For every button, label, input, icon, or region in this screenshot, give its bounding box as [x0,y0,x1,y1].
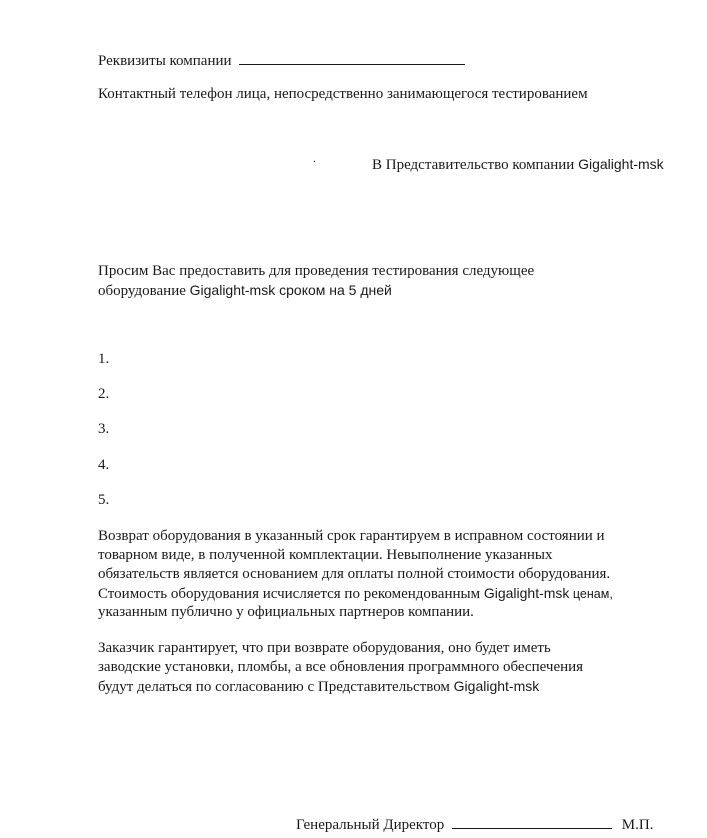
return-line-4 [98,584,613,604]
list-item: 4. [98,457,110,473]
requisites-line [98,50,465,71]
request-line-2 [98,281,392,301]
guarantee-line-1: Заказчик гарантирует, что при возврате оборудования, оно будет иметь [98,640,551,656]
guarantee-line-3-prefix: будут делаться по согласованию с Представительством [98,679,454,695]
guarantee-line-2: заводские установки, пломбы, а все обновления программного обеспечения [98,659,584,675]
signature-title: Генеральный Директор [296,817,445,833]
return-line-5: указанным публично у официальных партнеров компании. [98,604,474,620]
stray-dot: . [313,151,316,165]
guarantee-line-3 [98,677,539,697]
requisites-label: Реквизиты компании [98,53,232,69]
return-line-4-prefix: Стоимость оборудования исчисляется по рекомендованным [98,586,484,602]
list-item: 5. [98,492,110,508]
return-line-1: Возврат оборудования в указанный срок гарантируем в исправном состоянии и [98,528,605,544]
addressee-prefix: В Представительство компании [372,157,579,173]
return-line-4-suffix: ценам, [569,587,613,601]
list-item: 1. [98,351,110,367]
signature-line [296,814,653,835]
request-line-2-prefix: оборудование [98,283,190,299]
request-line-2-suffix: сроком на 5 дней [275,282,392,298]
addressee-company: Gigalight-msk [578,156,664,172]
request-line-1: Просим Вас предоставить для проведения тестирования следующее [98,263,535,279]
list-item: 3. [98,421,110,437]
return-line-4-company: Gigalight-msk [483,585,570,601]
guarantee-line-3-company: Gigalight-msk [453,678,540,694]
request-line-2-company: Gigalight-msk [189,282,276,298]
addressee-line [372,155,664,175]
stamp-label: М.П. [621,817,654,833]
return-line-3: обязательств является основанием для оплаты полной стоимости оборудования. [98,566,611,582]
signature-blank [452,814,612,829]
list-item: 2. [98,386,110,402]
contact-phone-line: Контактный телефон лица, непосредственно занимающегося тестированием [98,86,588,102]
return-line-2: товарном виде, в полученной комплектации. Невыполнение указанных [98,547,553,563]
requisites-blank [239,50,465,65]
